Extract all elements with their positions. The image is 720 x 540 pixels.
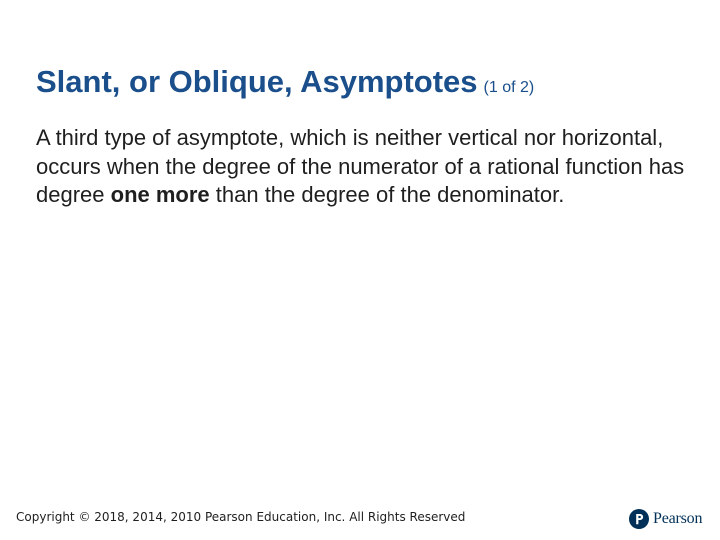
slide-subtitle: (1 of 2)	[483, 79, 535, 96]
body-emphasis: one more	[110, 182, 210, 207]
body-text-part2: than the degree of the denominator.	[209, 182, 565, 207]
pearson-p-icon	[629, 509, 649, 529]
pearson-logo	[629, 506, 702, 532]
slide-title-text: Slant, or Oblique, Asymptotes	[36, 64, 478, 99]
pearson-wordmark: Pearson	[653, 510, 703, 527]
slide-body-paragraph	[36, 124, 696, 210]
slide-title	[36, 62, 534, 108]
body-text-part1: A third type of asymptote, which is neither vertical nor horizontal, occurs when the degree of the numerator of a rational function has degree	[36, 125, 685, 207]
copyright-notice: Copyright © 2018, 2014, 2010 Pearson Education, Inc. All Rights Reserved	[16, 510, 466, 524]
